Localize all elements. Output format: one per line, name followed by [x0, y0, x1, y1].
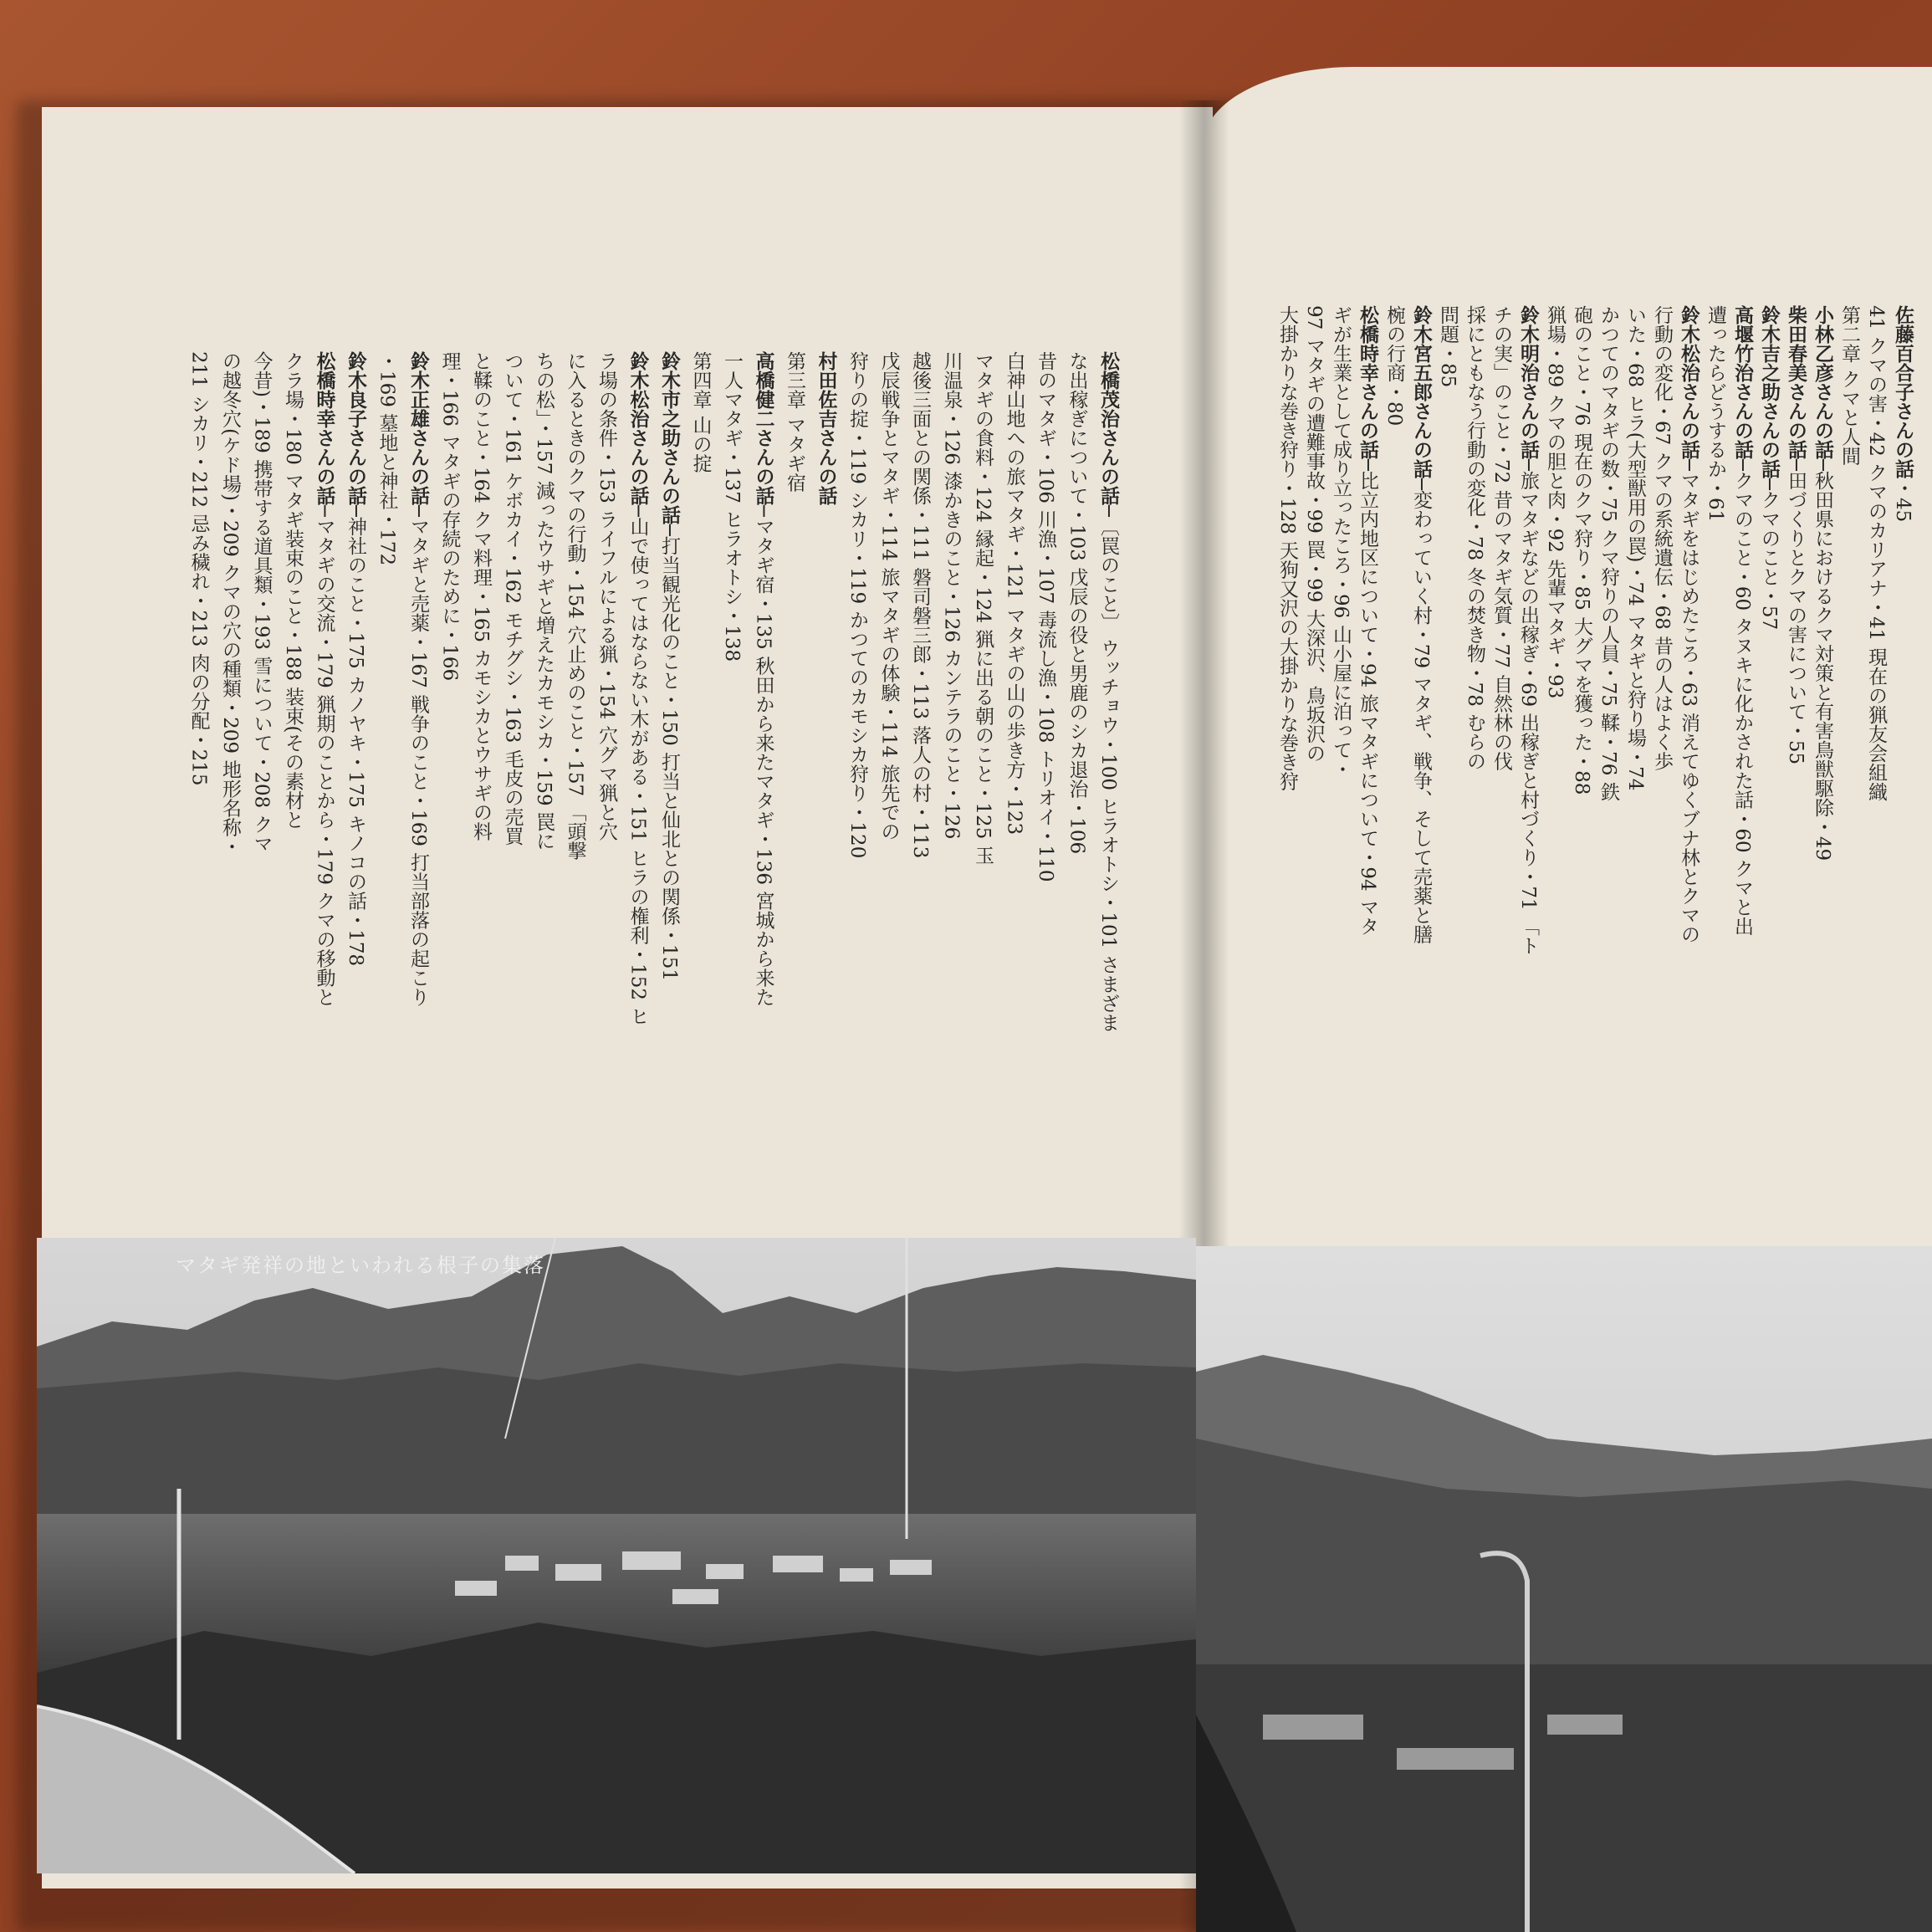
toc-entry: ─打当観光化のこと・150 打当と仙北との関係・151 [658, 524, 680, 981]
toc-entry: 遭ったらどうするか・61 [1705, 305, 1726, 523]
toc-entry: ─比立内地区について・94 旅マタギについて・94 マタ [1357, 459, 1378, 937]
toc-entry: 問題・85 [1437, 305, 1459, 388]
toc-heading: 佐藤百合子さんの話 [1892, 305, 1914, 478]
toc-heading: 柴田春美さんの話 [1785, 305, 1807, 459]
toc-entry: ─変わっていく村・79 マタギ、戦争、そして売薬と膳 [1410, 478, 1432, 944]
toc-entry: 行動の変化・67 クマの系統遺伝・68 昔の人はよく歩 [1651, 305, 1673, 771]
toc-column [341, 351, 370, 966]
village-photo-left [37, 1238, 1196, 1873]
toc-entry: ちの松」・157 減ったウサギと増えたカモシカ・159 罠に [533, 351, 555, 851]
toc-entry: ─神社のこと・175 カノヤキ・175 キノコの話・178 [345, 505, 366, 967]
toc-entry: かつてのマタギの数・75 クマ狩りの人員・75 鞣・76 鉄 [1597, 305, 1619, 801]
toc-column [1781, 305, 1810, 764]
toc-entry: クラ場・180 マタギ装束のこと・188 装束(その素材と [282, 351, 304, 830]
toc-entry: 猟場・89 クマの胆と肉・92 先輩マタギ・93 [1544, 305, 1566, 699]
village-photo-right [1196, 1246, 1932, 1932]
toc-column [1000, 351, 1029, 835]
toc-column [1460, 305, 1489, 770]
toc-column [404, 351, 432, 1006]
toc-column [1567, 305, 1596, 795]
toc-entry: な出稼ぎについて・103 戊辰の役と男鹿のシカ退治・106 [1066, 351, 1088, 855]
toc-column [1808, 305, 1837, 861]
toc-column [1648, 305, 1676, 770]
toc-column [906, 351, 934, 858]
toc-entry: ラ場の条件・153 ライフルによる猟・154 穴グマ猟と穴 [595, 351, 617, 841]
toc-column [843, 351, 871, 858]
toc-column [1594, 305, 1623, 801]
toc-column [1434, 305, 1462, 387]
toc-entry: 今昔)・189 携帯する道具類・193 雪について・208 クマ [250, 351, 273, 853]
toc-heading: 鈴木明治さんの話 [1517, 305, 1539, 459]
toc-column [1835, 305, 1863, 465]
toc-column [812, 351, 841, 505]
toc-entry: 戊辰戦争とマタギ・114 旅マタギの体験・114 旅先での [877, 351, 900, 841]
toc-column [875, 351, 903, 841]
toc-entry: ─田づくりとクマの害について・55 [1785, 459, 1807, 765]
toc-entry: 川温泉・126 漆かきのこと・126 カンテラのこと・126 [940, 351, 963, 840]
toc-column [780, 351, 809, 492]
toc-column [185, 351, 213, 786]
toc-entry: 理・166 マタギの存続のために・166 [438, 351, 461, 682]
toc-heading: 鈴木正雄さんの話 [407, 351, 429, 505]
toc-column [624, 351, 652, 1025]
toc-entry: 一人マタギ・137 ヒラオトシ・138 [721, 351, 743, 662]
toc-entry: 41 クマの害・42 クマのカリアナ・41 現在の猟友会組織 [1865, 305, 1887, 801]
chapter-title: 第二章 クマと人間 [1838, 305, 1860, 466]
toc-entry: 昔のマタギ・106 川漁・107 毒流し漁・108 トリオイ・110 [1035, 351, 1056, 882]
toc-column [969, 351, 997, 865]
toc-entry: 椀の行商・80 [1383, 305, 1405, 427]
toc-column [310, 351, 339, 1006]
toc-column [1621, 305, 1649, 790]
toc-entry: ─クマのこと・57 [1758, 478, 1780, 631]
toc-column [1407, 305, 1435, 943]
toc-entry: と鞣のこと・164 クマ料理・165 カモシカとウサギの料 [470, 351, 492, 841]
toc-column [655, 351, 683, 981]
toc-column [687, 351, 715, 473]
toc-entry: ─マタギ宿・135 秋田から来たマタギ・136 宮城から来た [752, 505, 774, 1007]
toc-column [216, 351, 244, 856]
toc-column [1063, 351, 1091, 854]
toc-column [1541, 305, 1569, 698]
toc-entry: ついて・161 ケボカイ・162 モチグシ・163 毛皮の売買 [501, 351, 524, 846]
toc-column [938, 351, 966, 839]
toc-column [561, 351, 590, 860]
toc-entry: 越後三面との関係・111 磐司磐三郎・113 落人の村・113 [909, 351, 931, 859]
toc-heading: 鈴木市之助さんの話 [658, 351, 680, 524]
toc-column [1031, 351, 1060, 882]
chapter-title: 第四章 山の掟 [689, 351, 712, 473]
toc-heading: 松橋茂治さんの話 [1097, 351, 1119, 505]
toc-entry: ─マタギの交流・179 猟期のことから・179 クマの移動と [313, 505, 335, 1007]
toc-entry: 狩りの掟・119 シカリ・119 かつてのカモシカ狩り・120 [846, 351, 868, 859]
toc-column [1380, 305, 1408, 426]
toc-entry: 砲のこと・76 現在のクマ狩り・85 大グマを獲った・88 [1571, 305, 1592, 795]
toc-column [1273, 305, 1301, 790]
toc-column [279, 351, 307, 829]
toc-entry: ─山で使ってはならない木がある・151 ヒラの権利・152 ヒ [626, 505, 649, 1026]
toc-heading: 鈴木吉之助さんの話 [1758, 305, 1780, 478]
toc-heading: 小林乙彦さんの話 [1812, 305, 1833, 459]
chapter-title: 第三章 マタギ宿 [784, 351, 805, 493]
toc-entry: 211 シカリ・212 忌み穢れ・213 肉の分配・215 [187, 351, 210, 786]
photo-caption: マタギ発祥の地といわれる根子の集落 [176, 1254, 545, 1277]
toc-entry: ─〔罠のこと〕 ウッチョウ・100 ヒラオトシ・101 さまざま [1097, 505, 1119, 1032]
toc-entry: マタギの食料・124 縁起・124 猟に出る朝のこと・125 玉 [972, 351, 994, 865]
toc-entry: ─旅マタギなどの出稼ぎ・69 出稼ぎと村づくり・71 「ト [1517, 459, 1539, 956]
toc-column [1300, 305, 1328, 763]
toc-column [1094, 351, 1122, 1032]
toc-entry: いた・68 ヒラ(大型獣用の罠)・74 マタギと狩り場・74 [1624, 305, 1646, 791]
toc-entry: 大掛かりな巻き狩り・128 天狗又沢の大掛かりな巻き狩 [1276, 305, 1298, 791]
toc-entry: に入るときのクマの行動・154 穴止めのこと・157 「頭撃 [564, 351, 586, 861]
toc-heading: 松橋時幸さんの話 [1357, 305, 1378, 459]
toc-column [1487, 305, 1515, 770]
toc-column [498, 351, 527, 846]
toc-column [1326, 305, 1355, 779]
toc-column [592, 351, 621, 841]
toc-entry: 97 マタギの遭難事故・99 罠・99 大深沢、鳥坂沢の [1303, 305, 1325, 763]
toc-entry: の越冬穴(ケド場)・209 クマの穴の種類・209 地形名称・ [219, 351, 241, 856]
toc-column [467, 351, 495, 841]
toc-entry: 採にともなう行動の変化・78 冬の焚き物・78 むらの [1464, 305, 1485, 771]
toc-column [1701, 305, 1730, 522]
toc-entry: ─マタギと売薬・167 戦争のこと・169 打当部落の起こり [407, 505, 429, 1007]
toc-column [718, 351, 746, 662]
toc-heading: 村田佐吉さんの話 [815, 351, 837, 505]
toc-column [1514, 305, 1542, 955]
toc-column [749, 351, 778, 1006]
toc-column [1889, 305, 1917, 522]
toc-heading: 高堰竹治さんの話 [1731, 305, 1753, 459]
toc-entry: チの実」のこと・72 昔のマタギ気質・77 自然林の伐 [1490, 305, 1512, 771]
toc-column [1674, 305, 1703, 943]
toc-entry: ─マタギをはじめたころ・63 消えてゆくブナ林とクマの [1678, 459, 1699, 944]
toc-column [1755, 305, 1783, 630]
toc-column [1728, 305, 1756, 936]
toc-heading: 高橋健二さんの話 [752, 351, 774, 505]
toc-entry: 白神山地への旅マタギ・121 マタギの山の歩き方・123 [1003, 351, 1025, 836]
toc-entry: ─クマのこと・60 タヌキに化かされた話・60 クマと出 [1731, 459, 1753, 937]
toc-heading: 鈴木松治さんの話 [626, 351, 649, 505]
toc-entry: ─秋田県におけるクマ対策と有害鳥獣駆除・49 [1812, 459, 1833, 861]
toc-column [248, 351, 276, 853]
toc-heading: 鈴木松治さんの話 [1678, 305, 1699, 459]
toc-heading: 鈴木宮五郎さんの話 [1410, 305, 1432, 478]
toc-entry: ・45 [1892, 478, 1914, 523]
toc-entry: ・169 墓地と神社・172 [376, 351, 398, 566]
toc-heading: 松橋時幸さんの話 [313, 351, 335, 505]
toc-column [373, 351, 401, 565]
toc-column [529, 351, 558, 851]
toc-column [1862, 305, 1890, 801]
toc-column [1353, 305, 1382, 936]
toc-entry: ギが生業として成り立ったころ・96 山小屋に泊って・ [1330, 305, 1352, 779]
toc-heading: 鈴木良子さんの話 [345, 351, 366, 505]
toc-column [436, 351, 464, 681]
